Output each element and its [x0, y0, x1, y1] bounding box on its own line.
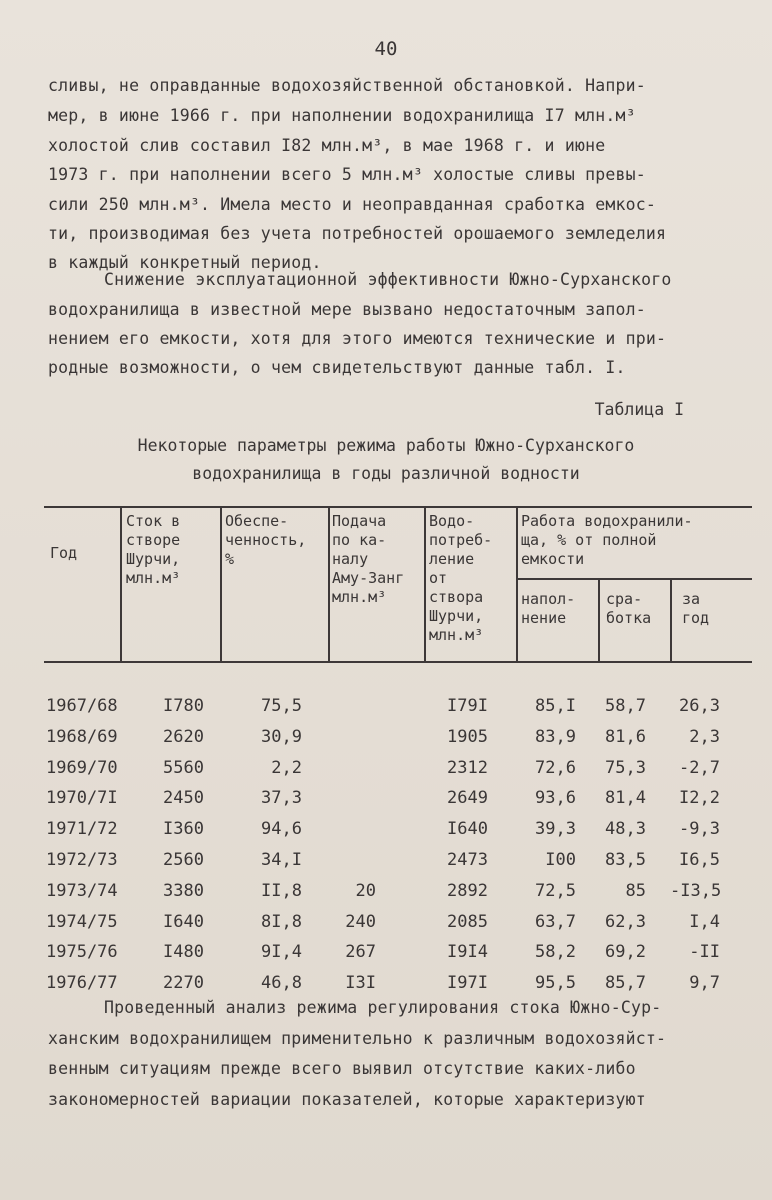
header-canal: Подача по ка- налу Аму-Занг млн.м³ [332, 512, 405, 606]
cell-canal: I3I [345, 973, 376, 994]
paragraph1-line-2: мер, в июне 1966 г. при наполнении водохранилища I7 млн.м³ [48, 106, 636, 125]
table-col-divider-6 [598, 578, 600, 663]
cell-consumption: 2649 [447, 788, 488, 809]
cell-canal: 20 [355, 880, 376, 901]
cell-runoff: I480 [163, 942, 204, 963]
cell-year: 1976/77 [46, 973, 118, 994]
paragraph2-line-2: водохранилища в известной мере вызвано недостаточным запол- [48, 300, 646, 319]
paragraph2-line-3: нением его емкости, хотя для этого имеются технические и при- [48, 329, 667, 348]
table-subheader-rule [516, 578, 752, 580]
paragraph3-line-2: ханским водохранилищем применительно к различным водохозяйст- [48, 1029, 667, 1048]
cell-year: 1972/73 [46, 850, 118, 870]
cell-drawdown: 58,7 [605, 696, 646, 716]
cell-drawdown: 75,3 [605, 757, 646, 778]
cell-runoff: I780 [163, 696, 204, 716]
paragraph1-line-6: ти, производимая без учета потребностей орошаемого земледелия [48, 224, 667, 243]
cell-per-year: 26,3 [679, 696, 720, 716]
paragraph1-line-7: в каждый конкретный период. [48, 253, 322, 272]
cell-year: 1973/74 [46, 880, 118, 901]
cell-per-year: 9,7 [689, 973, 720, 994]
cell-drawdown: 83,5 [605, 850, 646, 870]
paragraph2-line-4: родные возможности, о чем свидетельствуют данные табл. I. [48, 358, 626, 377]
cell-supply: 37,3 [261, 788, 302, 809]
cell-fill: 95,5 [535, 973, 576, 994]
paragraph1-line-5: сили 250 млн.м³. Имела место и неоправданная сработка емкос- [48, 195, 657, 214]
cell-fill: 63,7 [535, 911, 576, 932]
cell-supply: 94,6 [261, 819, 302, 840]
cell-year: 1974/75 [46, 911, 118, 932]
cell-per-year: I,4 [689, 911, 720, 932]
table-col-divider-5 [516, 506, 518, 663]
cell-fill: 83,9 [535, 726, 576, 747]
cell-runoff: 2270 [163, 973, 204, 994]
table-col-divider-2 [220, 506, 222, 663]
cell-canal: 267 [345, 942, 376, 963]
cell-runoff: 3380 [163, 880, 204, 901]
table-caption-line-1: Некоторые параметры режима работы Южно-Сурханского [137, 436, 635, 455]
cell-consumption: I9I4 [447, 942, 488, 963]
header-supply: Обеспе- ченность, % [225, 512, 307, 568]
cell-year: 1971/72 [46, 819, 118, 840]
header-per-year: за год [682, 590, 710, 627]
cell-drawdown: 48,3 [605, 819, 646, 840]
cell-per-year: I6,5 [679, 850, 720, 870]
table-col-divider-1 [120, 506, 122, 663]
cell-runoff: I640 [163, 911, 204, 932]
cell-runoff: 2450 [163, 788, 204, 809]
cell-year: 1967/68 [46, 696, 118, 716]
cell-consumption: 2085 [447, 911, 488, 932]
paragraph1-line-1: сливы, не оправданные водохозяйственной обстановкой. Напри- [48, 76, 646, 95]
cell-fill: 93,6 [535, 788, 576, 809]
cell-runoff: 2560 [163, 850, 204, 870]
paragraph2-line-1: Снижение эксплуатационной эффективности Южно-Сурханского [104, 270, 672, 289]
cell-per-year: 2,3 [689, 726, 720, 747]
cell-supply: 9I,4 [261, 942, 302, 963]
cell-year: 1970/7I [46, 788, 118, 809]
cell-supply: 46,8 [261, 973, 302, 994]
cell-runoff: 2620 [163, 726, 204, 747]
paragraph3-line-3: венным ситуациям прежде всего выявил отсутствие каких-либо [48, 1059, 636, 1078]
cell-supply: 75,5 [261, 696, 302, 716]
cell-consumption: 2473 [447, 850, 488, 870]
cell-canal: 240 [345, 911, 376, 932]
cell-per-year: -I3,5 [670, 880, 722, 901]
cell-per-year: I2,2 [679, 788, 720, 809]
cell-runoff: I360 [163, 819, 204, 840]
cell-consumption: I79I [447, 696, 488, 716]
cell-drawdown: 81,4 [605, 788, 646, 809]
cell-consumption: 2892 [447, 880, 488, 901]
cell-supply: 2,2 [271, 757, 302, 778]
table-col-divider-7 [670, 578, 672, 663]
cell-drawdown: 62,3 [605, 911, 646, 932]
header-year: Год [50, 544, 78, 562]
table-caption-line-2: водохранилища в годы различной водности [192, 464, 580, 483]
cell-supply: 34,I [261, 850, 302, 870]
cell-fill: 72,5 [535, 880, 576, 901]
cell-per-year: -II [689, 942, 720, 963]
cell-supply: 8I,8 [261, 911, 302, 932]
cell-consumption: 2312 [447, 757, 488, 778]
cell-per-year: -2,7 [679, 757, 720, 778]
paragraph3-line-1: Проведенный анализ режима регулирования стока Южно-Сур- [104, 998, 662, 1017]
paragraph3-line-4: закономерностей вариации показателей, которые характеризуют [48, 1090, 646, 1109]
header-fill: напол- нение [521, 590, 576, 627]
table-col-divider-3 [328, 506, 330, 663]
cell-fill: 72,6 [535, 757, 576, 778]
cell-fill: 85,I [535, 696, 576, 716]
cell-fill: 39,3 [535, 819, 576, 840]
header-reservoir-work: Работа водохранили- ща, % от полной емкости [521, 512, 693, 568]
cell-supply: 30,9 [261, 726, 302, 747]
table-label: Таблица I [594, 400, 684, 419]
cell-year: 1969/70 [46, 757, 118, 778]
cell-drawdown: 69,2 [605, 942, 646, 963]
cell-drawdown: 85,7 [605, 973, 646, 994]
paragraph1-line-4: 1973 г. при наполнении всего 5 млн.м³ холостые сливы превы- [48, 165, 646, 184]
cell-year: 1968/69 [46, 726, 118, 747]
cell-drawdown: 85 [625, 880, 646, 901]
page-number: 40 [374, 38, 398, 60]
cell-drawdown: 81,6 [605, 726, 646, 747]
paragraph1-line-3: холостой слив составил I82 млн.м³, в мае 1968 г. и июне [48, 136, 606, 155]
cell-consumption: I640 [447, 819, 488, 840]
cell-fill: I00 [545, 850, 576, 870]
table-top-rule [44, 506, 752, 508]
cell-runoff: 5560 [163, 757, 204, 778]
cell-consumption: I97I [447, 973, 488, 994]
cell-per-year: -9,3 [679, 819, 720, 840]
header-consumption: Водо- потреб- ление от створа Шурчи, млн.м³ [429, 512, 493, 644]
table-col-divider-4 [424, 506, 426, 663]
header-drawdown: сра- ботка [606, 590, 652, 627]
cell-year: 1975/76 [46, 942, 118, 963]
header-runoff: Сток в створе Шурчи, млн.м³ [126, 512, 181, 587]
cell-supply: II,8 [261, 880, 302, 901]
table-header-bottom-rule [44, 661, 752, 663]
cell-consumption: 1905 [447, 726, 488, 747]
cell-fill: 58,2 [535, 942, 576, 963]
